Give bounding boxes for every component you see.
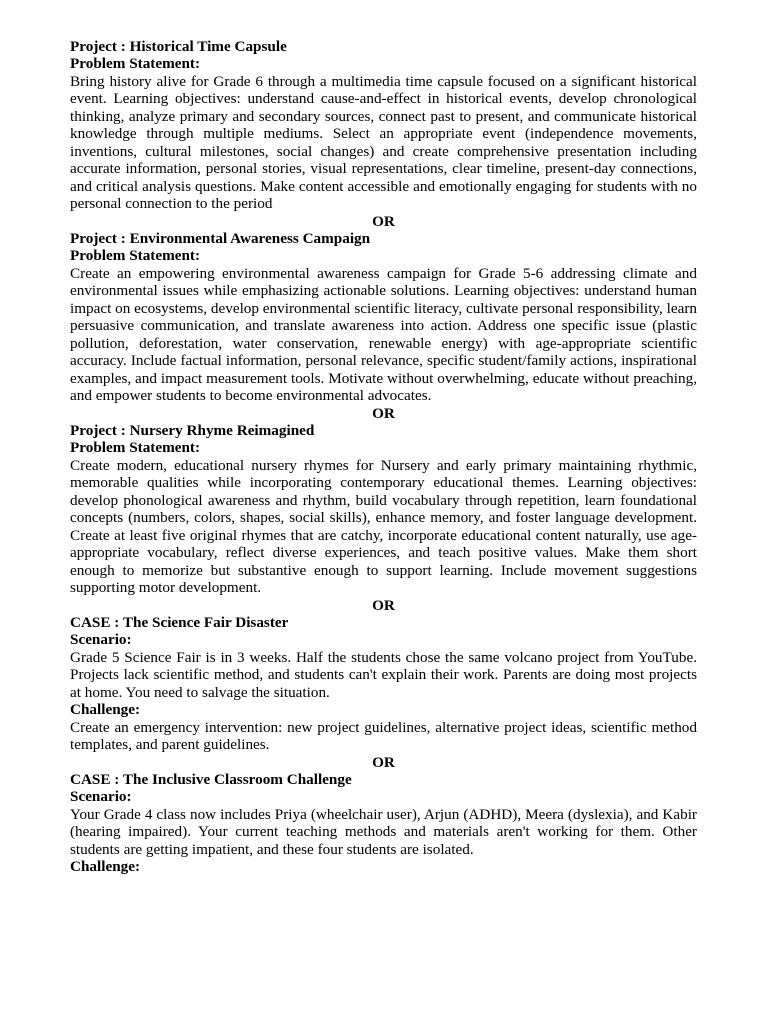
problem-statement-text: Bring history alive for Grade 6 through a multimedia time capsule focused on a significant historical event. Learning objectives: understand cause-and-effect in historical events, develop chronological thinking, analyze primary and secondary sources, connect past to present, and communicate historical knowledge through multiple mediums. Select an appropriate event (independence movements, inventions, cultural milestones, social changes) and create comprehensive presentation including accurate information, personal stories, visual representations, clear timeline, present-day connections, and critical analysis questions. Make content accessible and emotionally engaging for students with no personal connection to the period xyxy=(70,72,697,213)
scenario-label: Scenario: xyxy=(70,631,132,649)
problem-statement-label: Problem Statement: xyxy=(70,55,201,73)
scenario-text: Your Grade 4 class now includes Priya (wheelchair user), Arjun (ADHD), Meera (dyslexia), and Kabir (hearing impaired). Your current teaching methods and materials aren't working for them. Other students are getting impatient, and these four students are isolated. xyxy=(70,805,697,858)
case-title: CASE : The Inclusive Classroom Challenge xyxy=(70,771,352,789)
challenge-text: Create an emergency intervention: new project guidelines, alternative project ideas, scientific method templates, and parent guidelines. xyxy=(70,718,697,754)
challenge-label: Challenge: xyxy=(70,858,141,876)
problem-statement-text: Create an empowering environmental awareness campaign for Grade 5-6 addressing climate and environmental issues while emphasizing actionable solutions. Learning objectives: understand human impact on ecosystems, develop environmental scientific literacy, cultivate personal responsibility, learn persuasive communication, and translate awareness into action. Address one specific issue (plastic pollution, deforestation, water conservation, renewable energy) with age-appropriate scientific accuracy. Include factual information, personal relevance, specific student/family actions, inspirational examples, and impact measurement tools. Motivate without overwhelming, educate without preaching, and empower students to become environmental advocates. xyxy=(70,264,697,405)
or-separator: OR xyxy=(372,753,395,771)
scenario-text: Grade 5 Science Fair is in 3 weeks. Half the students chose the same volcano project from YouTube. Projects lack scientific method, and students can't explain their work. Parents are doing most projects at home. You need to salvage the situation. xyxy=(70,648,697,701)
project-title: Project : Nursery Rhyme Reimagined xyxy=(70,421,315,439)
problem-statement-label: Problem Statement: xyxy=(70,247,201,265)
challenge-label: Challenge: xyxy=(70,701,141,719)
or-separator: OR xyxy=(372,404,395,422)
document-page xyxy=(70,38,697,876)
project-title: Project : Historical Time Capsule xyxy=(70,38,287,55)
project-title: Project : Environmental Awareness Campaign xyxy=(70,229,371,247)
case-title: CASE : The Science Fair Disaster xyxy=(70,613,289,631)
or-separator: OR xyxy=(372,212,395,230)
or-separator: OR xyxy=(372,596,395,614)
problem-statement-label: Problem Statement: xyxy=(70,439,201,457)
scenario-label: Scenario: xyxy=(70,788,132,806)
problem-statement-text: Create modern, educational nursery rhymes for Nursery and early primary maintaining rhythmic, memorable qualities while incorporating contemporary educational themes. Learning objectives: develop phonological awareness and rhythm, build vocabulary through repetition, learn foundational concepts (numbers, colors, shapes, social skills), enhance memory, and foster language development. Create at least five original rhymes that are catchy, incorporate educational content naturally, use age-appropriate vocabulary, reflect diverse experiences, and teach positive values. Make them short enough to memorize but substantive enough to support learning. Include movement suggestions supporting motor development. xyxy=(70,456,697,597)
